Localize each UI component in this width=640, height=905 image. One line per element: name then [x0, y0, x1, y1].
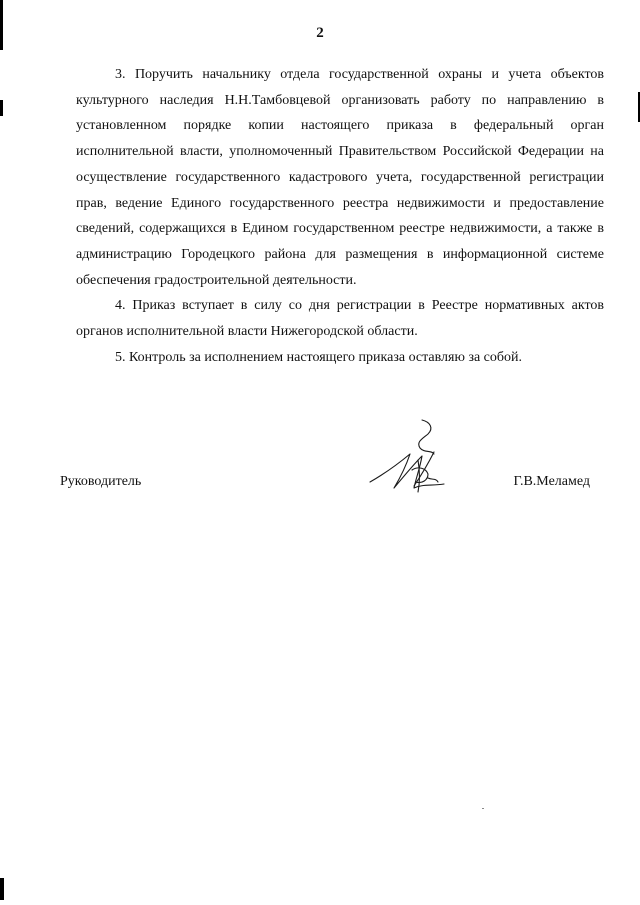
paragraph-5: 5. Контроль за исполнением настоящего приказа оставляю за собой.: [115, 349, 523, 365]
signatory-title: Руководитель: [60, 474, 142, 489]
paragraph-3: 3. Поручить начальнику отдела государственной охраны и учета объектов культурного наследия Н.Н.Тамбовцевой организовать работу по направлению в установленном порядке копии настоящего приказа в федеральный орган исполнительной власти, уполномоченный Правительством Российской Федерации на осуществление государственного кадастрового учета, государственной регистрации прав, ведение Единого государственного реестра недвижимости и предоставление сведений, содержащихся в Едином государственном реестре недвижимости, а также в администрацию Городецкого района для размещения в информационной системе обеспечения градостроительной деятельности.: [76, 67, 604, 288]
scan-edge-mark: [0, 878, 4, 900]
document-body: [76, 62, 604, 370]
signature-block: [60, 470, 590, 494]
handwritten-signature-icon: [362, 412, 462, 502]
paragraph-4: 4. Приказ вступает в силу со дня регистрации в Реестре нормативных актов органов исполнительной власти Нижегородской области.: [76, 298, 604, 340]
scan-edge-mark: [0, 100, 3, 116]
signatory-name: Г.В.Меламед: [513, 474, 590, 489]
scan-speck: [482, 808, 484, 809]
page-number: 2: [316, 25, 324, 41]
